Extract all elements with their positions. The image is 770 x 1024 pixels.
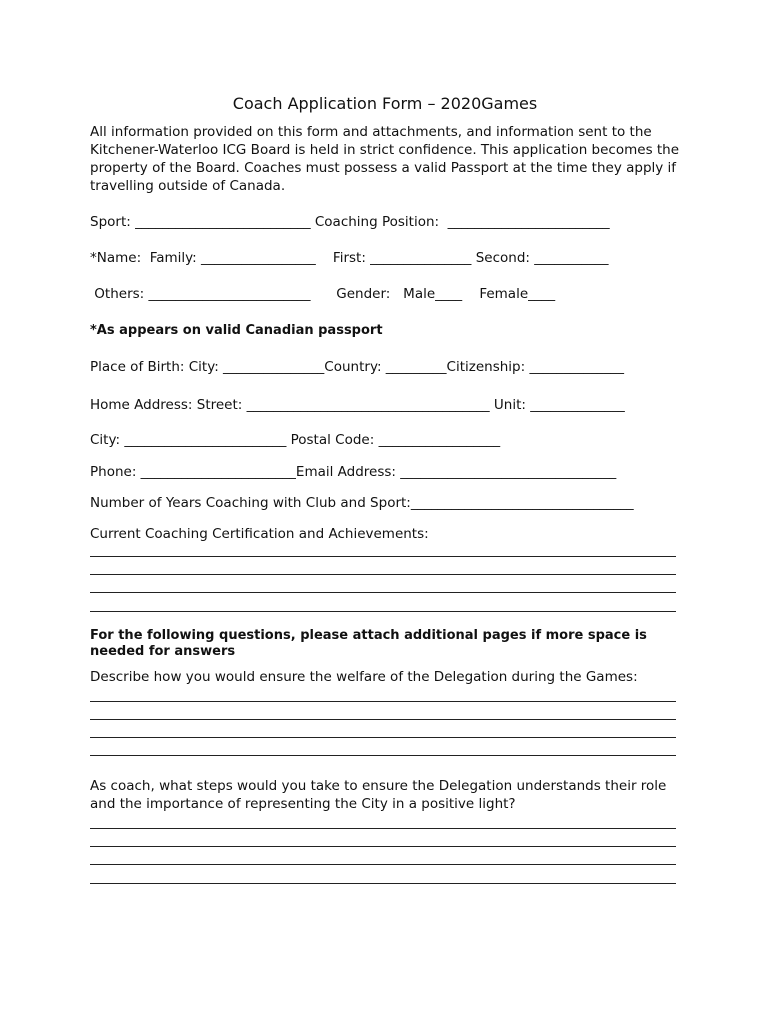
passport-note: *As appears on valid Canadian passport bbox=[90, 323, 383, 338]
certification-answer-line[interactable] bbox=[90, 611, 676, 612]
question-role: As coach, what steps would you take to ensure the Delegation understands their role and the importance of representing the City in a positive light? bbox=[90, 778, 667, 812]
attach-note: For the following questions, please attach additional pages if more space is needed for answers bbox=[90, 628, 647, 659]
role-answer-line[interactable] bbox=[90, 846, 676, 847]
intro-paragraph: All information provided on this form and attachments, and information sent to the Kitchener-Waterloo ICG Board is held in strict confidence. This application becomes the property of the Board. Coaches must possess a valid Passport at the time they apply if travelling outside of Canada. bbox=[90, 124, 680, 194]
years-coaching-field[interactable]: Number of Years Coaching with Club and Sport:_________________________________ bbox=[90, 495, 634, 511]
role-answer-line[interactable] bbox=[90, 828, 676, 829]
role-answer-line[interactable] bbox=[90, 864, 676, 865]
welfare-answer-line[interactable] bbox=[90, 755, 676, 756]
phone-email-field[interactable]: Phone: _______________________Email Address: ________________________________ bbox=[90, 464, 617, 480]
sport-field[interactable]: Sport: __________________________ Coaching Position: ________________________ bbox=[90, 214, 610, 230]
welfare-answer-line[interactable] bbox=[90, 701, 676, 702]
question-welfare: Describe how you would ensure the welfare of the Delegation during the Games: bbox=[90, 669, 638, 685]
city-postal-field[interactable]: City: ________________________ Postal Code: __________________ bbox=[90, 432, 501, 448]
page-title: Coach Application Form – 2020Games bbox=[232, 94, 538, 113]
certification-answer-line[interactable] bbox=[90, 574, 676, 575]
birth-field[interactable]: Place of Birth: City: _______________Country: _________Citizenship: ______________ bbox=[90, 359, 624, 375]
welfare-answer-line[interactable] bbox=[90, 719, 676, 720]
others-gender-field[interactable]: Others: ________________________ Gender: Male____ Female____ bbox=[90, 286, 556, 302]
welfare-answer-line[interactable] bbox=[90, 737, 676, 738]
home-address-field[interactable]: Home Address: Street: ____________________________________ Unit: ______________ bbox=[90, 397, 625, 413]
role-answer-line[interactable] bbox=[90, 883, 676, 884]
name-field[interactable]: *Name: Family: _________________ First: _______________ Second: ___________ bbox=[90, 250, 609, 266]
certification-answer-line[interactable] bbox=[90, 592, 676, 593]
certification-answer-line[interactable] bbox=[90, 556, 676, 557]
certification-label: Current Coaching Certification and Achievements: bbox=[90, 526, 429, 542]
